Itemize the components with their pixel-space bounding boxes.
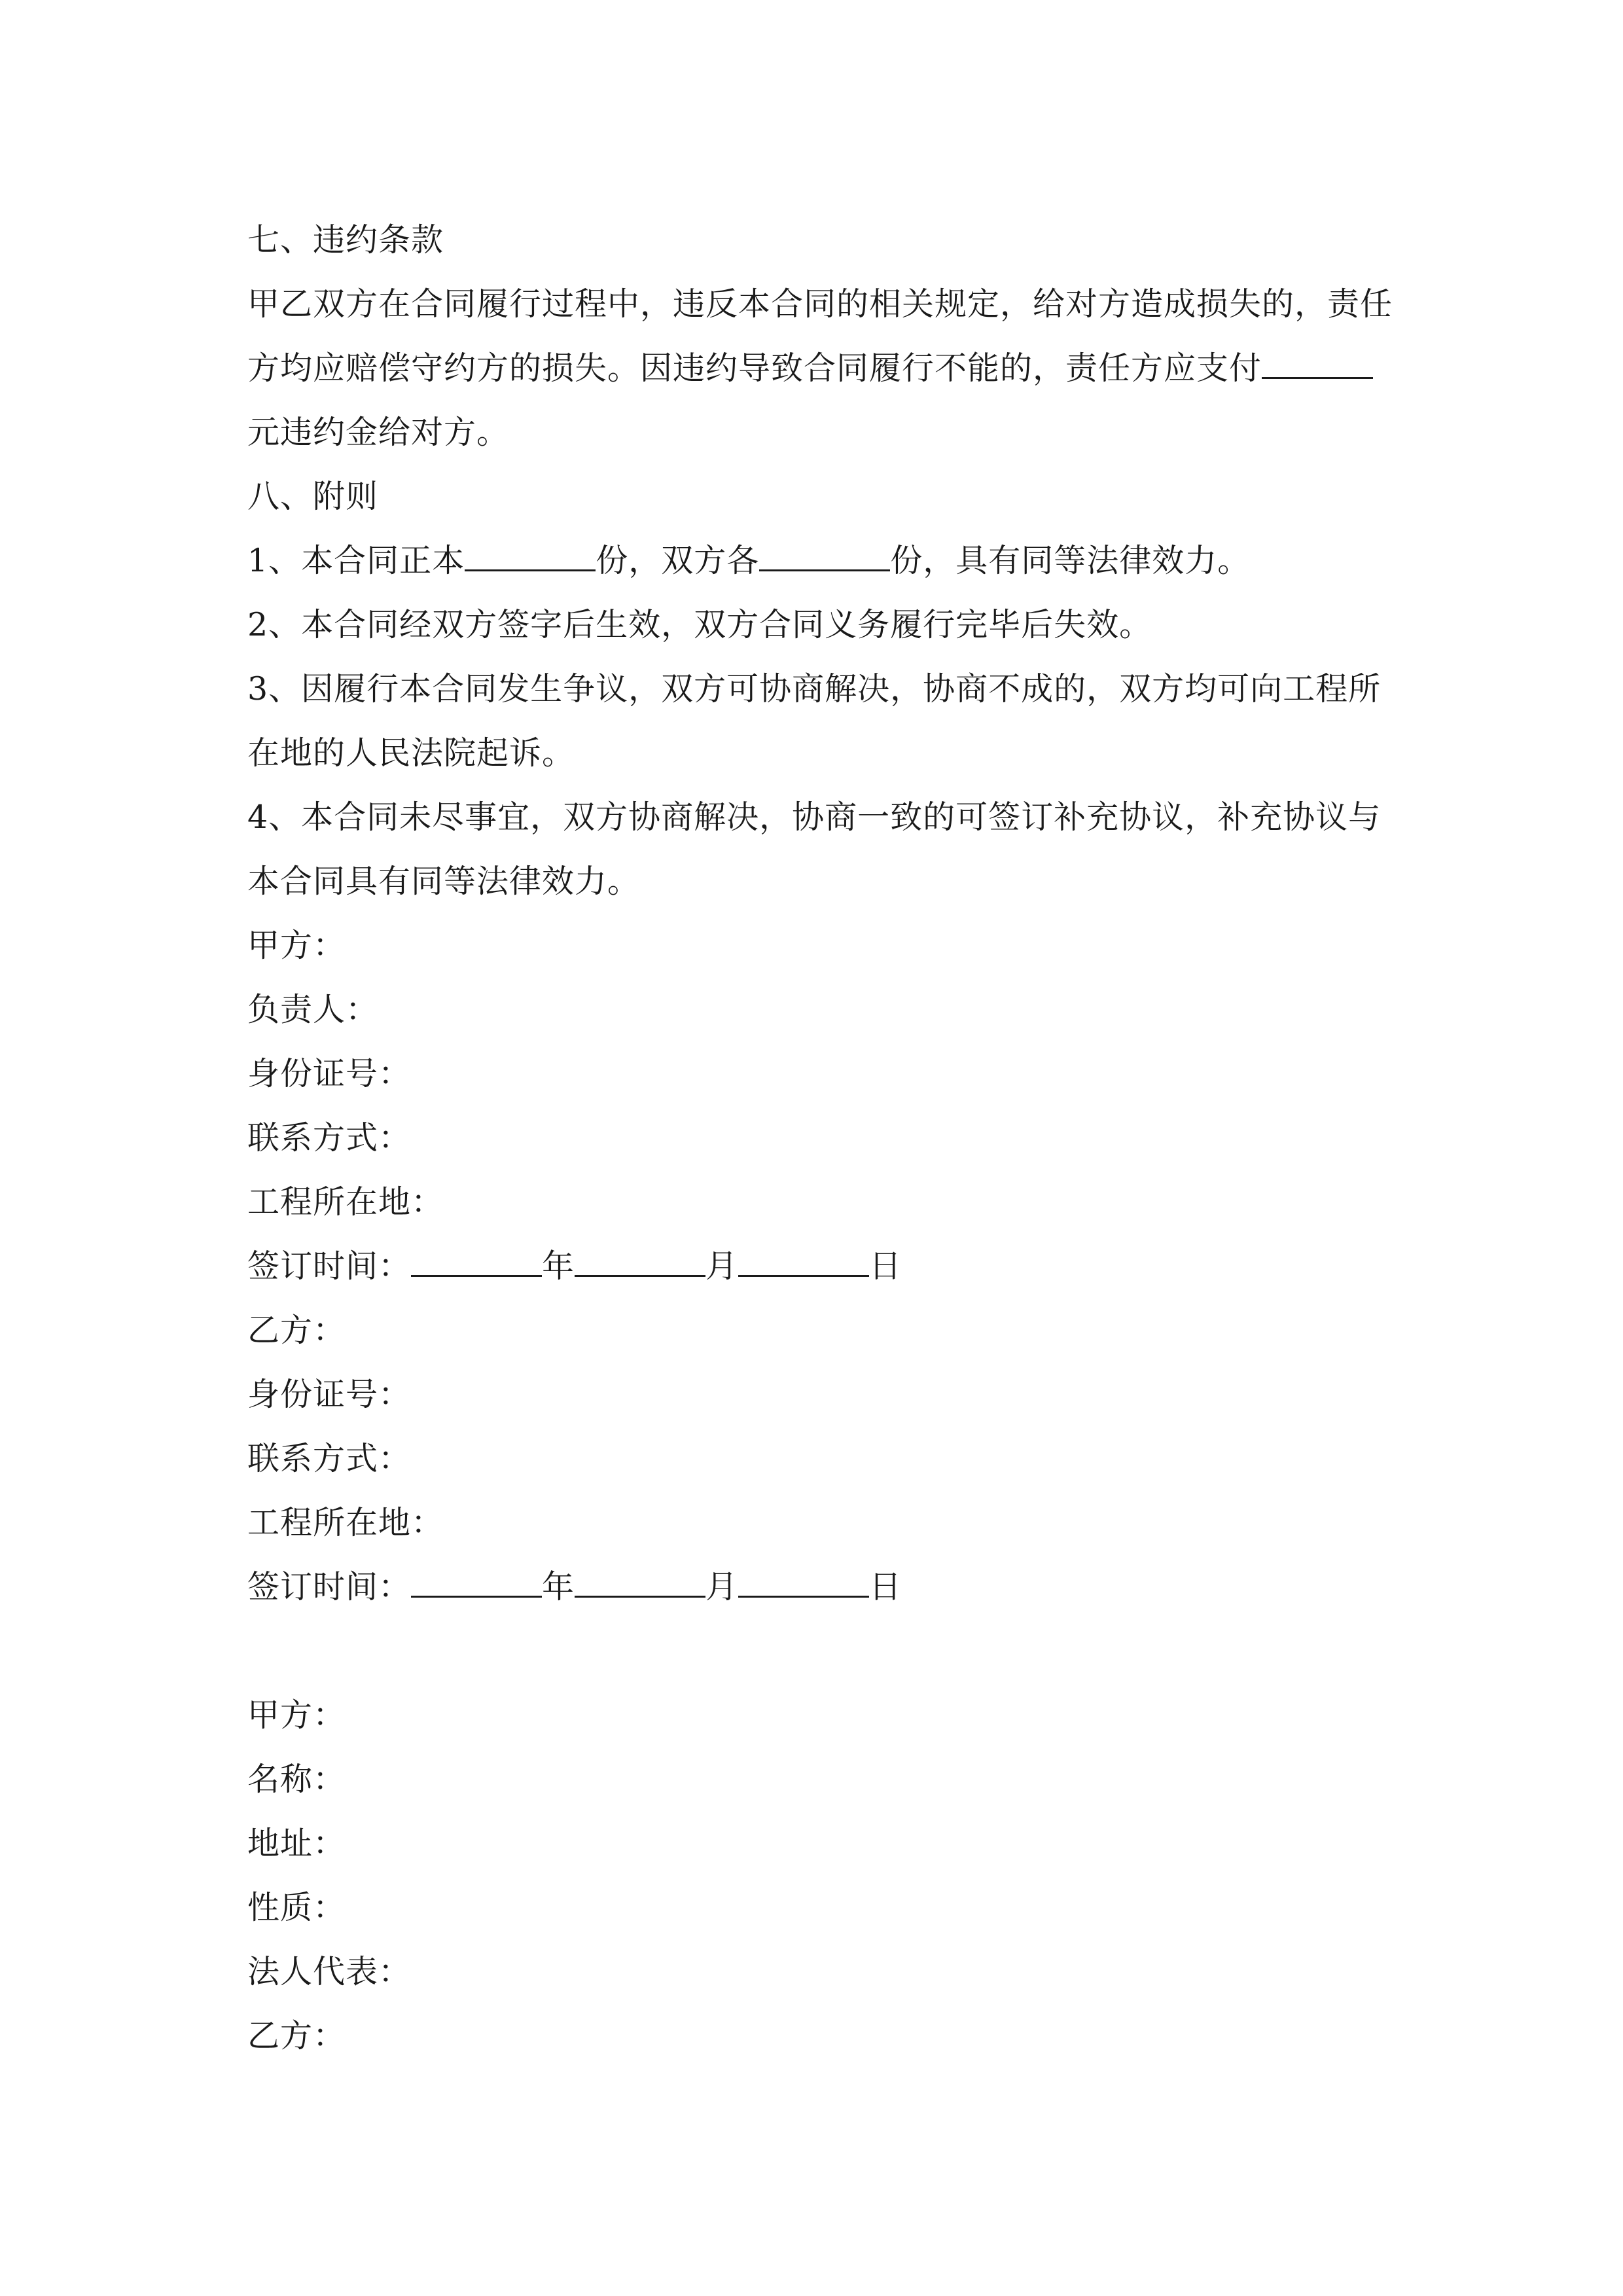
section-8-item-3-line-1: 3、因履行本合同发生争议，双方可协商解决，协商不成的，双方均可向工程所 [247,670,1382,708]
sign-date-label: 签订时间： [247,1568,412,1605]
party-a-project-location: 工程所在地： [247,1183,444,1221]
next-address-field: 地址： [247,1825,346,1862]
year-label: 年 [542,1568,575,1605]
document-page [247,208,1393,2068]
month-blank [575,1249,705,1277]
section-spacer [247,1619,1386,1683]
next-name-field: 名称： [247,1761,346,1798]
day-blank [738,1249,869,1277]
section-8-item-4-line-1: 4、本合同未尽事宜，双方协商解决，协商一致的可签订补充协议，补充协议与 [247,798,1382,836]
year-blank [411,1249,542,1277]
party-a-person-in-charge: 负责人： [247,991,379,1028]
section-7-paragraph-line-2 [247,336,1386,401]
item-1-text-c: 份，具有同等法律效力。 [890,542,1251,579]
next-party-b-label: 乙方： [247,2017,346,2054]
party-a-contact: 联系方式： [247,1119,412,1157]
item-1-text-b: 份，双方各 [596,542,760,579]
month-blank [575,1570,705,1598]
day-label: 日 [869,1247,902,1285]
item-1-text-a: 1、本合同正本 [247,542,465,579]
section-8-heading: 八、附则 [247,478,379,515]
next-legal-rep-field: 法人代表： [247,1953,412,1990]
party-b-project-location: 工程所在地： [247,1504,444,1541]
original-copies-blank [465,543,596,571]
month-label: 月 [705,1568,739,1605]
sign-date-label: 签订时间： [247,1247,412,1285]
year-blank [411,1570,542,1598]
party-b-id-number: 身份证号： [247,1376,412,1413]
party-a-label: 甲方： [247,927,346,964]
section-7-paragraph-line-1: 甲乙双方在合同履行过程中，违反本合同的相关规定，给对方造成损失的，责任 [247,285,1393,323]
section-7-paragraph-line-3: 元违约金给对方。 [247,414,510,451]
section-8-item-3-line-2: 在地的人民法院起诉。 [247,734,575,772]
section-8-item-1 [247,529,1386,593]
section-8-item-2: 2、本合同经双方签字后生效，双方合同义务履行完毕后失效。 [247,606,1152,643]
day-label: 日 [869,1568,902,1605]
section-8-item-4-line-2: 本合同具有同等法律效力。 [247,863,641,900]
penalty-clause-text: 方均应赔偿守约方的损失。因违约导致合同履行不能的，责任方应支付 [247,350,1262,387]
month-label: 月 [705,1247,739,1285]
party-b-contact: 联系方式： [247,1440,412,1477]
penalty-amount-blank [1262,351,1373,379]
year-label: 年 [542,1247,575,1285]
next-party-a-label: 甲方： [247,1696,346,1734]
party-a-sign-date [247,1234,1386,1299]
day-blank [738,1570,869,1598]
section-7-heading: 七、违约条款 [247,221,444,259]
party-b-sign-date [247,1555,1386,1619]
each-party-copies-blank [759,543,890,571]
next-nature-field: 性质： [247,1889,346,1926]
party-a-id-number: 身份证号： [247,1055,412,1092]
party-b-label: 乙方： [247,1312,346,1349]
